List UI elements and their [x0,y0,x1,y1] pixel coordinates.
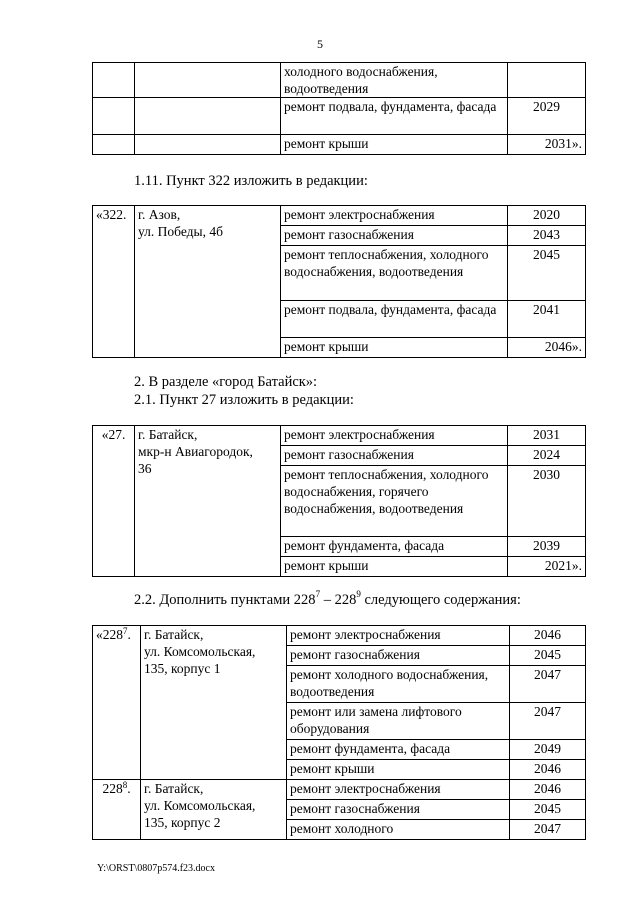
address-line: ул. Комсомольская, [144,644,256,659]
year-cell: 2046 [510,626,586,646]
work-cell: ремонт электроснабжения [287,780,510,800]
year-cell: 2031». [508,135,586,155]
address-line: г. Азов, [138,207,181,222]
work-cell: ремонт электроснабжения [287,626,510,646]
paragraph-2-2 [134,589,521,609]
page-number: 5 [317,37,323,51]
year-cell: 2046 [510,780,586,800]
work-cell: ремонт подвала, фундамента, фасада [281,98,508,135]
footer-file-path: Y:\ORST\0807p574.f23.docx [97,863,215,874]
address-line: г. Батайск, [144,627,204,642]
superscript: 7 [315,589,321,599]
year-cell: 2030 [508,466,586,537]
item-number: «27. [93,426,135,577]
year-cell: 2041 [508,301,586,338]
year-cell: 2046 [510,760,586,780]
item-number-text: 228 [102,781,123,796]
address-line: г. Батайск, [138,427,198,442]
address-line: 36 [138,461,152,476]
work-cell: ремонт газоснабжения [287,800,510,820]
work-cell: ремонт газоснабжения [281,226,508,246]
table-item-322 [92,205,586,358]
work-cell: ремонт крыши [287,760,510,780]
table-row [93,626,586,646]
work-cell: ремонт газоснабжения [281,446,508,466]
work-cell: ремонт электроснабжения [281,426,508,446]
table-row [93,98,586,135]
work-cell: ремонт крыши [281,338,508,358]
table-items-228 [92,625,586,840]
paragraph-2-1: 2.1. Пункт 27 изложить в редакции: [134,392,354,408]
work-cell: ремонт холодного [287,820,510,840]
year-cell [508,63,586,98]
work-cell: ремонт фундамента, фасада [281,537,508,557]
table-row [93,135,586,155]
paragraph-1-11: 1.11. Пункт 322 изложить в редакции: [134,173,368,189]
year-cell: 2046». [508,338,586,358]
work-cell: ремонт фундамента, фасада [287,740,510,760]
table-row [93,206,586,226]
address-line: мкр-н Авиагородок, [138,444,253,459]
year-cell: 2029 [508,98,586,135]
year-cell: 2047 [510,666,586,703]
work-cell: холодного водоснабжения, водоотведения [281,63,508,98]
paragraph-2: 2. В разделе «город Батайск»: [134,374,318,390]
year-cell: 2020 [508,206,586,226]
address-cell [141,626,287,780]
paragraph-text: – 228 [320,592,357,608]
address-line: ул. Победы, 4б [138,224,223,239]
address-cell [135,63,281,98]
year-cell: 2045 [510,646,586,666]
superscript: 8 [122,780,128,790]
address-line: г. Батайск, [144,781,204,796]
num-cell [93,63,135,98]
item-number-text: . [127,781,131,796]
year-cell: 2039 [508,537,586,557]
work-cell: ремонт подвала, фундамента, фасада [281,301,508,338]
address-line: 135, корпус 2 [144,815,221,830]
table-row [93,426,586,446]
item-number [93,780,141,840]
year-cell: 2024 [508,446,586,466]
address-cell [135,98,281,135]
year-cell: 2049 [510,740,586,760]
work-cell: ремонт газоснабжения [287,646,510,666]
paragraph-text: следующего содержания: [360,592,521,608]
year-cell: 2047 [510,820,586,840]
address-cell [135,206,281,358]
address-line: 135, корпус 1 [144,661,221,676]
year-cell: 2047 [510,703,586,740]
item-number: «322. [93,206,135,358]
table-continuation [92,62,586,155]
year-cell: 2045 [510,800,586,820]
work-cell: ремонт теплоснабжения, холодного водоснабжения, водоотведения [281,246,508,301]
item-number [93,626,141,780]
item-number-text: «228 [96,627,123,642]
superscript: 7 [123,626,128,636]
address-cell [135,426,281,577]
year-cell: 2043 [508,226,586,246]
year-cell: 2021». [508,557,586,577]
table-item-27 [92,425,586,577]
num-cell [93,135,135,155]
item-number-text: . [127,627,131,642]
work-cell: ремонт или замена лифтового оборудования [287,703,510,740]
paragraph-text: 2.2. Дополнить пунктами 228 [134,592,316,608]
superscript: 9 [356,589,361,599]
work-cell: ремонт теплоснабжения, холодного водоснабжения, горячего водоснабжения, водоотведения [281,466,508,537]
address-cell [135,135,281,155]
year-cell: 2031 [508,426,586,446]
work-cell: ремонт электроснабжения [281,206,508,226]
work-cell: ремонт холодного водоснабжения, водоотведения [287,666,510,703]
table-row [93,63,586,98]
num-cell [93,98,135,135]
work-cell: ремонт крыши [281,557,508,577]
table-row [93,780,586,800]
year-cell: 2045 [508,246,586,301]
address-line: ул. Комсомольская, [144,798,256,813]
work-cell: ремонт крыши [281,135,508,155]
address-cell [141,780,287,840]
